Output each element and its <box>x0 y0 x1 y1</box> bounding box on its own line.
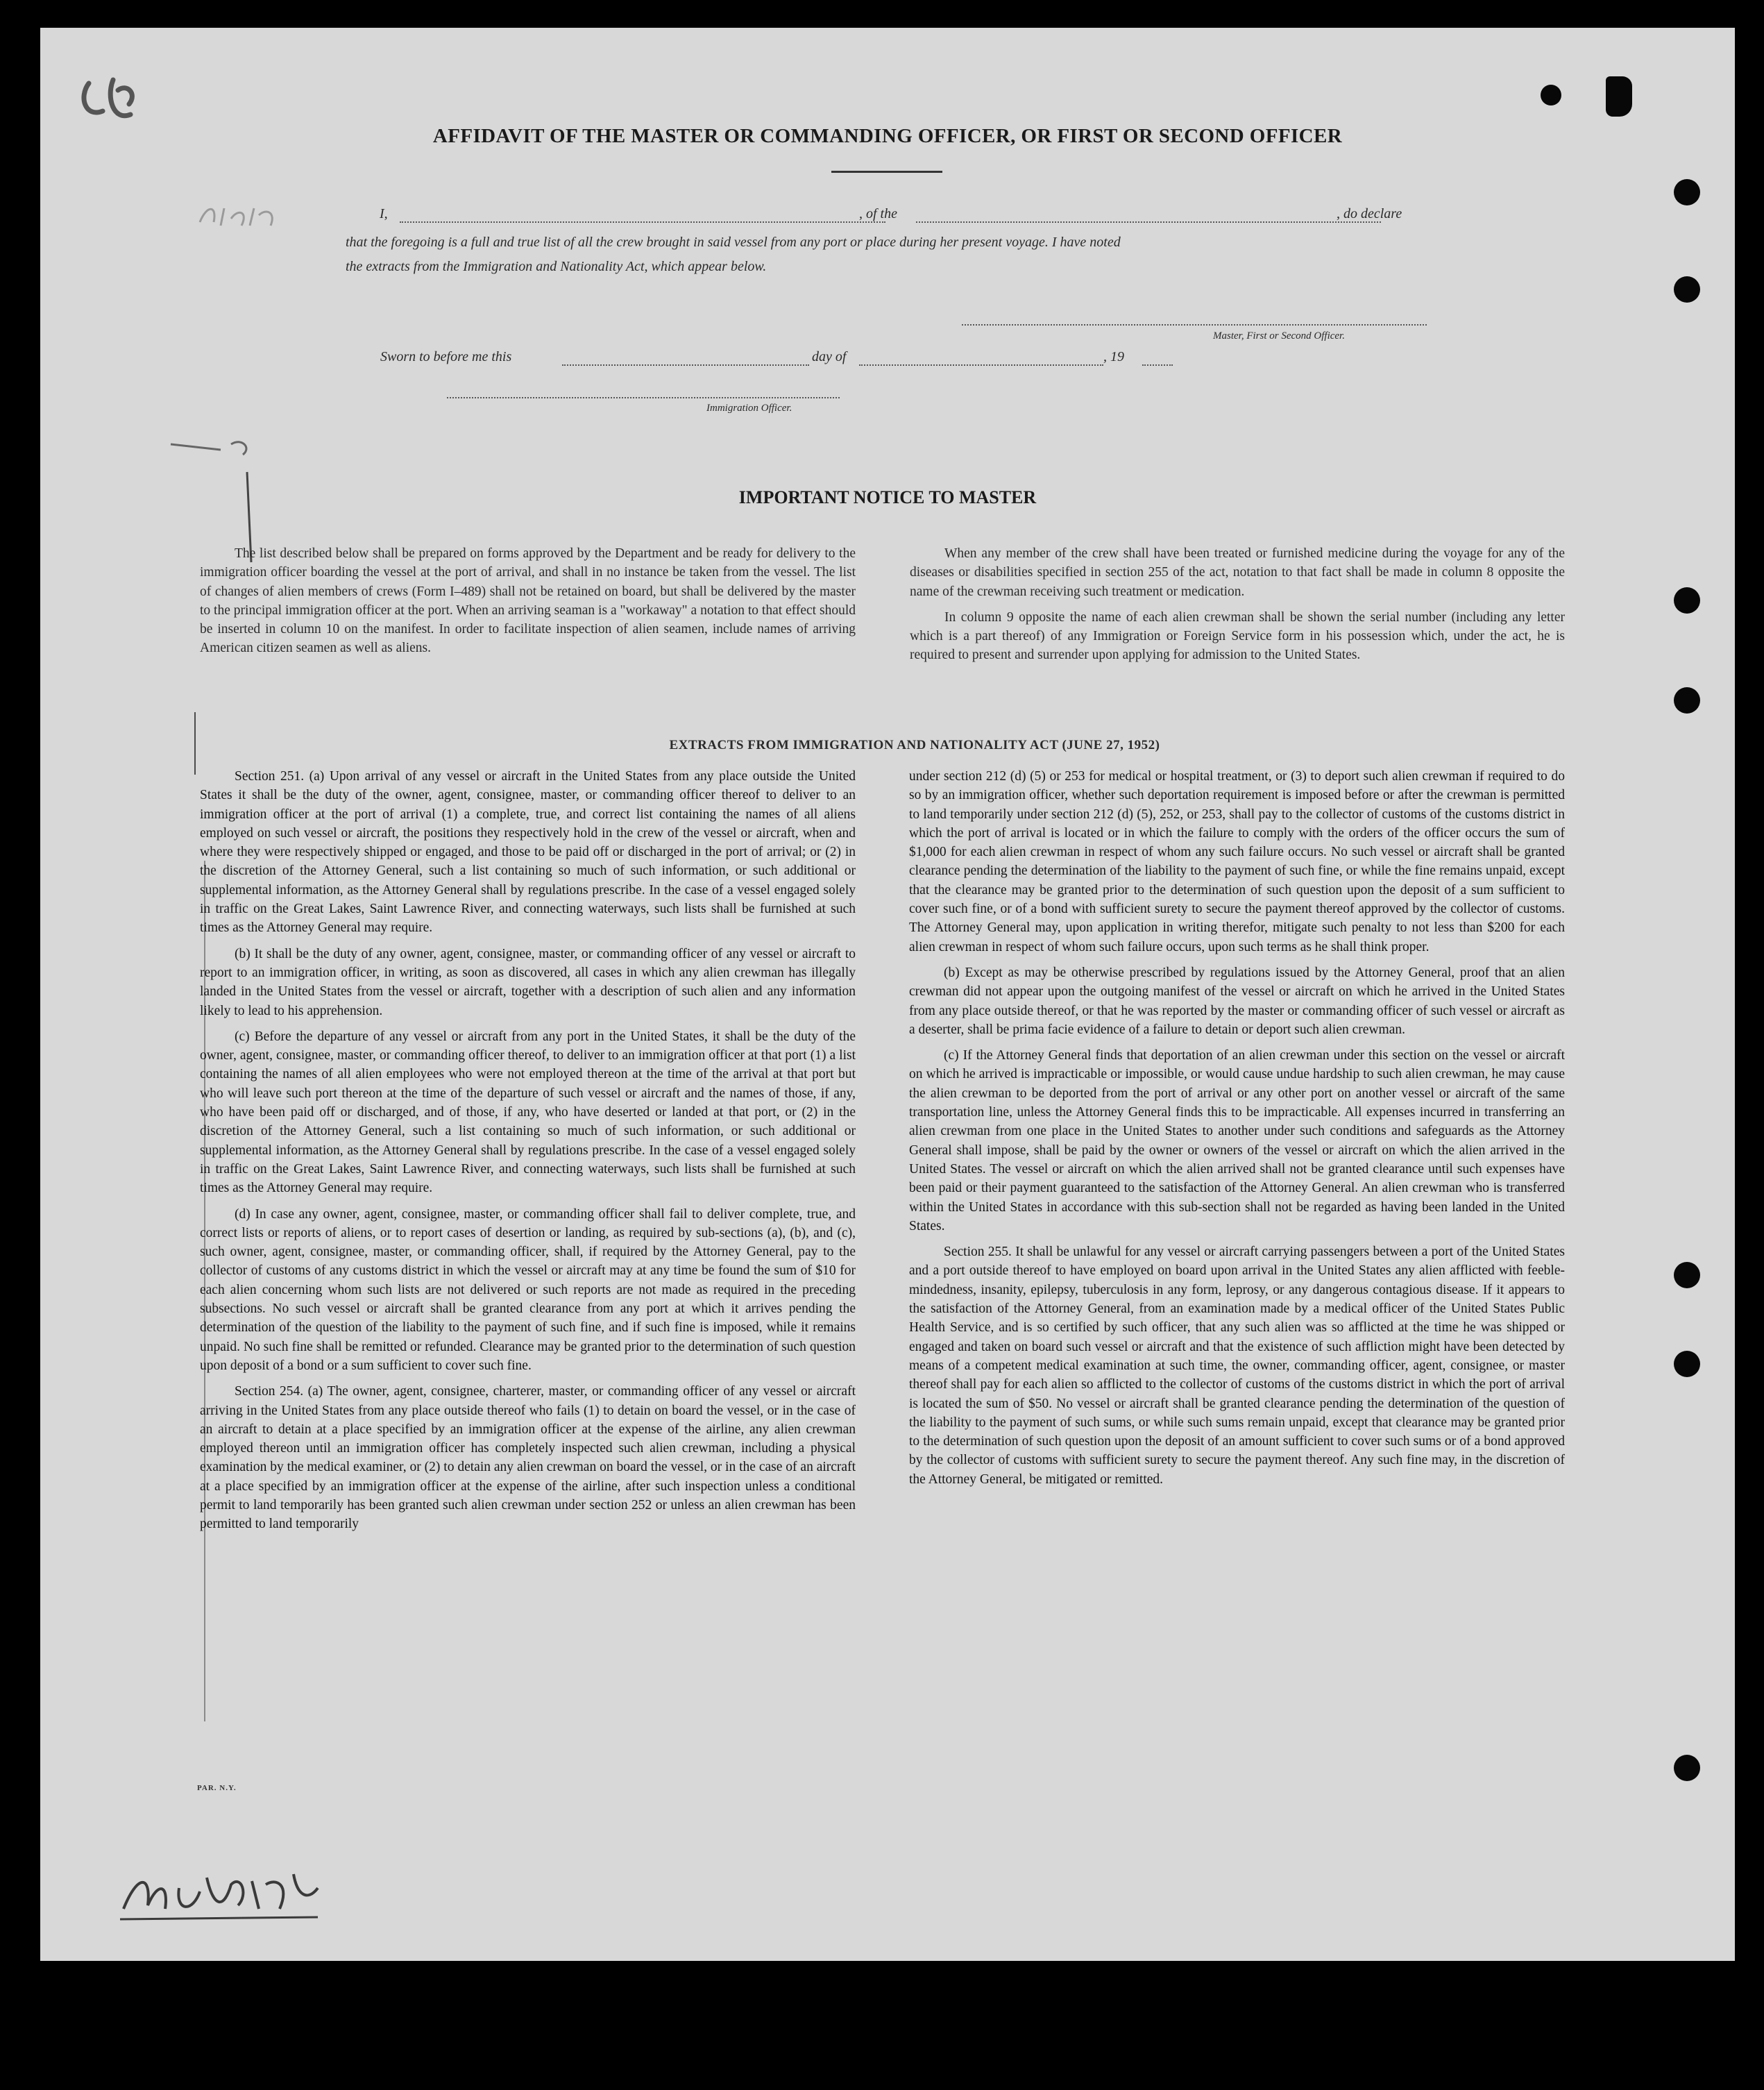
master-signature-blank <box>962 324 1427 326</box>
section-paragraph: (d) In case any owner, agent, consignee, master, or commanding officer shall fail to deliver complete, true, and correct lists or reports of aliens, or to report cases of desertion or landing, as required by sub-sections (a), (b), and (c), such owner, agent, consignee, master, or commanding officer, shall, if required by the Attorney General, pay to the collector of customs of any customs district in which the vessel or aircraft may at any time be found the sum of $10 for each alien concerning whom such lists are not delivered or such reports are not made as required in the preceding subsections. No such vessel or aircraft shall be granted clearance from any port at which it arrives pending the determination of the question of the liability to the payment of such fine, and if such fine is imposed, while it remains unpaid. No such fine shall be remitted or refunded. Clearance may be granted prior to the determination of such question upon deposit of a bond or a sum sufficient to cover such fine. <box>200 1206 856 1373</box>
section-paragraph: Section 255. It shall be unlawful for any vessel or aircraft carrying passengers between a port of the United States and a port outside thereof to have employed on board upon arrival in the United States any alien afflicted with feeble-mindedness, insanity, epilepsy, tuberculosis in any form, leprosy, or any dangerous contagious disease. If it appears to the satisfaction of the Attorney General, from an examination made by a medical officer of the United States Public Health Service, and is so certified by such officer, that any such alien was so afflicted at the time he was shipped or engaged and taken on board such vessel or aircraft and that the existence of such affliction might have been detected by means of a competent medical examination at such time, the owner, commanding officer, agent, consignee, or master thereof shall pay for each alien so afflicted to the collector of customs of the customs district in which the port of arrival is located the sum of $50. No vessel or aircraft shall be granted clearance pending the determination of the question of the liability to the payment of such sums, or while such sums remain unpaid, except that clearance may be granted prior to the determination of such question upon the deposit of an amount sufficient to cover such sums or of a bond approved by the collector of customs with sufficient surety to secure the payment thereof. Any such fine may, in the discretion of the Attorney General, be mitigated or remitted. <box>909 1245 1565 1487</box>
punch-hole <box>1606 76 1632 117</box>
section-paragraph: Section 251. (a) Upon arrival of any vessel or aircraft in the United States from any place outside the United States it shall be the duty of the owner, agent, consignee, master, or commanding officer thereof to deliver to an immigration officer at the port of arrival (1) a complete, true, and correct list containing the names of all aliens employed on such vessel or aircraft, the positions they respectively hold in the crew of the vessel or aircraft, when and where they were respectively shipped or engaged, and those to be paid off or discharged in the port of arrival; or (2) in the discretion of the Attorney General, such a list containing so much of such information, or such additional or supplemental information, as the Attorney General shall by regulations prescribe. In the case of a vessel engaged solely in traffic on the Great Lakes, Saint Lawrence River, and connecting waterways, such lists shall be furnished at such times as the Attorney General may require. <box>200 769 856 936</box>
affidavit-statement-cont: the extracts from the Immigration and Nationality Act, which appear below. <box>346 259 767 274</box>
affidavit-statement: that the foregoing is a full and true list of all the crew brought in said vessel from any port or place during her present voyage. I have noted <box>346 235 1121 250</box>
do-declare-label: , do declare <box>1337 206 1402 221</box>
master-signature-label: Master, First or Second Officer. <box>1213 330 1345 342</box>
punch-hole <box>1674 276 1700 303</box>
punch-hole <box>1541 85 1561 106</box>
punch-hole <box>1674 1262 1700 1288</box>
notice-paragraph: The list described below shall be prepared on forms approved by the Department and be ready for delivery to the immigration officer boarding the vessel at the port of arrival, and shall in no instance be taken from the vessel. The list of changes of alien members of crews (Form I–489) shall not be retained on board, but shall be delivered by the master to the principal immigration officer at the port. When an arriving seaman is a "workaway" a notation to that effect should be inserted in column 10 on the manifest. In order to facilitate inspection of alien seamen, include names of arriving American citizen seamen as well as aliens. <box>200 546 856 656</box>
notice-title: IMPORTANT NOTICE TO MASTER <box>738 487 1037 507</box>
extracts-left-column <box>200 767 856 1541</box>
sworn-month-blank <box>859 364 1103 366</box>
sworn-day-blank <box>562 364 809 366</box>
title-underline <box>831 171 942 173</box>
day-of-label: day of <box>812 349 847 364</box>
punch-hole <box>1674 1351 1700 1377</box>
printer-mark: PAR. N.Y. <box>197 1784 237 1792</box>
of-the-label: , of the <box>859 206 897 221</box>
punch-hole <box>1674 179 1700 205</box>
section-paragraph: (b) It shall be the duty of any owner, agent, consignee, master, or commanding officer of any vessel or aircraft to report to an immigration officer, in writing, as soon as discovered, all cases in which any alien crewman has illegally landed in the United States from the vessel or aircraft, together with a description of such alien and any information likely to lead to his apprehension. <box>200 946 856 1018</box>
section-paragraph: under section 212 (d) (5) or 253 for medical or hospital treatment, or (3) to deport such alien crewman if required to do so by an immigration officer, whether such deportation requirement is imposed before or after the crewman is permitted to land temporarily under section 212 (d) (5), 252, or 253, shall pay to the collector of customs of the customs district in which the port of arrival is located or in which the failure to comply with the orders of the officer occurs the sum of $1,000 for each alien crewman in respect of whom any such failure occurs. No such vessel or aircraft shall be granted clearance pending the determination of the liability to the payment of such fine, or while the fine remains unpaid, except that the clearance may be granted prior to the determination of such question upon the deposit of a sum sufficient to cover such fine, or of a bond with sufficient surety to secure the payment thereof approved by the collector of customs. The Attorney General may, upon application in writing therefor, mitigate such penalty to not less than $200 for each alien crewman in respect of whom such failure occurs, upon such terms as he shall think proper. <box>909 769 1565 954</box>
extracts-title: EXTRACTS FROM IMMIGRATION AND NATIONALITY ACT (JUNE 27, 1952) <box>669 738 1160 752</box>
punch-hole <box>1674 687 1700 714</box>
section-paragraph: (c) Before the departure of any vessel or aircraft from any port in the United States, it shall be the duty of the owner, agent, consignee, master, or commanding officer thereof, to deliver to an immigration officer at that port (1) a list containing the names of all alien employees who were not employed thereon at the time of the arrival at that port but who will leave such port thereon at the time of the departure of such vessel or aircraft and the names of those, if any, who have been paid off or discharged, and of those, if any, who have deserted or landed at that port, or (2) in the discretion of the Attorney General, such a list containing so much of such information, or such additional or supplemental information, as the Attorney General shall by regulations prescribe. In the case of a vessel engaged solely in traffic on the Great Lakes, Saint Lawrence River, and connecting waterways, such lists shall be furnished at such times as the Attorney General may require. <box>200 1029 856 1196</box>
notice-right-column <box>910 544 1565 672</box>
document-title: AFFIDAVIT OF THE MASTER OR COMMANDING OFFICER, OR FIRST OR SECOND OFFICER <box>432 125 1343 147</box>
margin-line <box>194 712 196 775</box>
punch-hole <box>1674 1755 1700 1781</box>
section-paragraph: Section 254. (a) The owner, agent, consignee, charterer, master, or commanding officer of any vessel or aircraft arriving in the United States from any place outside thereof who fails (1) to detain on board the vessel, or in the case of an aircraft to detain at a place specified by an immigration officer at the expense of the airline, any alien crewman employed thereon until an immigration officer has completely inspected such alien crewman, including a physical examination by the medical examiner, or (2) to detain any alien crewman on board the vessel, or in the case of an aircraft at a place specified by an immigration officer at the expense of the airline, after such inspection unless a conditional permit to land temporarily has been granted such alien crewman under section 252 or unless an alien crewman has been permitted to land temporarily <box>200 1384 856 1532</box>
section-paragraph: (c) If the Attorney General finds that deportation of an alien crewman under this section on the vessel or aircraft on which he arrived is impracticable or impossible, or would cause undue hardship to such alien crewman, he may cause the alien crewman to be deported from the port of arrival or any other port on another vessel or aircraft of the same transportation line, unless the Attorney General finds this to be impracticable. All expenses incurred in transferring an alien crewman from one place in the United States to another under such conditions and safeguards as the Attorney General shall impose, shall be paid by the owner or owners of the vessel or aircraft on which the alien arrived in the United States. The vessel or aircraft on which the alien arrived shall not be granted clearance until such expenses have been paid or their payment guaranteed to the satisfaction of the Attorney General. An alien crewman who is transferred within the United States in accordance with this sub-section shall not be regarded as having been landed in the United States. <box>909 1048 1565 1233</box>
document-page <box>40 28 1735 1961</box>
vessel-blank <box>916 221 1381 223</box>
handwritten-signature <box>110 1853 332 1937</box>
handwritten-date <box>193 194 283 236</box>
section-paragraph: (b) Except as may be otherwise prescribed by regulations issued by the Attorney General, proof that an alien crewman did not appear upon the outgoing manifest of the vessel or aircraft on which he arrived in the United States from any place outside thereof, or that he was reported by the master or commanding officer of such vessel or aircraft as a deserter, shall be prima facie evidence of a failure to detain or deport such alien crewman. <box>909 965 1565 1037</box>
punch-hole <box>1674 587 1700 614</box>
affidavit-i-label: I, <box>380 206 388 221</box>
name-blank <box>400 221 885 223</box>
sworn-year-blank <box>1142 364 1173 366</box>
extracts-right-column <box>909 767 1565 1496</box>
year-label: , 19 <box>1103 349 1124 364</box>
officer-signature-label: Immigration Officer. <box>706 403 792 414</box>
sworn-label: Sworn to before me this <box>380 349 512 364</box>
notice-left-column <box>200 544 856 665</box>
officer-signature-blank <box>447 397 840 398</box>
handwritten-mark <box>75 69 158 132</box>
notice-paragraph: When any member of the crew shall have been treated or furnished medicine during the voyage for any of the diseases or disabilities specified in section 255 of the act, notation to that fact shall be made in column 8 opposite the name of the crewman receiving such treatment or medication. <box>910 546 1565 599</box>
notice-paragraph: In column 9 opposite the name of each alien crewman shall be shown the serial number (including any letter which is a part thereof) of any Immigration or Foreign Service form in his possession which, under the act, he is required to present and surrender upon applying for admission to the United States. <box>910 609 1565 663</box>
